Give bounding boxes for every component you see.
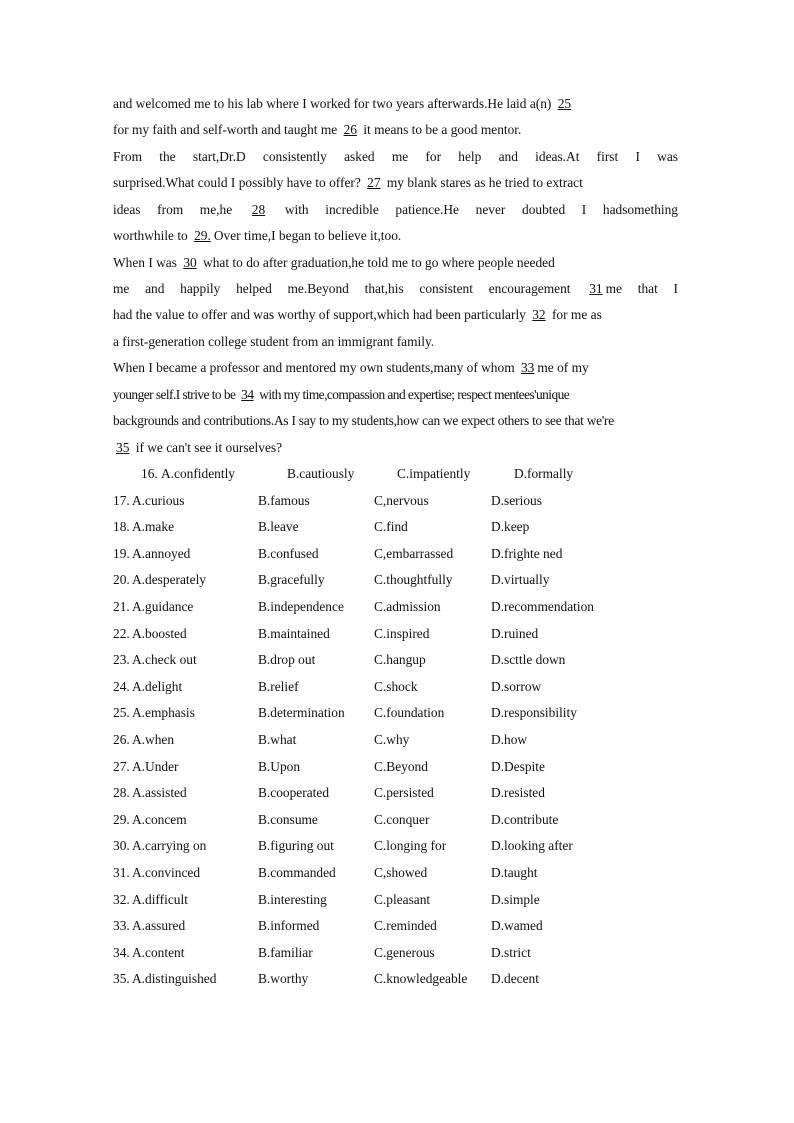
- blank-number: 27: [367, 175, 381, 190]
- option-d: D.strict: [491, 944, 531, 960]
- passage-text: Over time,I began to believe it,too.: [213, 228, 402, 243]
- option-b: B.cooperated: [258, 785, 330, 801]
- option-a: A.concem: [132, 811, 187, 827]
- option-c: C.reminded: [374, 918, 437, 934]
- option-c: C.inspired: [374, 625, 430, 641]
- question-number: 32.: [113, 891, 130, 907]
- blank-number: 33: [520, 360, 535, 375]
- option-b: B.figuring out: [258, 838, 334, 854]
- option-d: D.taught: [491, 865, 538, 880]
- option-c: C.foundation: [374, 705, 445, 721]
- option-a: A.emphasis: [132, 705, 195, 721]
- option-a: A.assisted: [132, 785, 187, 801]
- option-a: A.confidently: [161, 466, 236, 481]
- passage-line: [113, 306, 678, 324]
- option-d: D.wamed: [491, 918, 543, 934]
- blank-number: 26: [343, 122, 357, 137]
- blank-number: 29.: [194, 228, 211, 243]
- option-b: B.confused: [258, 545, 319, 561]
- passage-line: [113, 227, 678, 245]
- option-d: D.ruined: [491, 625, 539, 641]
- passage-text: my blank stares as he tried to extract: [383, 175, 583, 190]
- passage-line: [113, 121, 678, 139]
- passage-text: From the start,Dr.D consistently asked me for help and ideas.At first I was: [113, 149, 678, 164]
- question-number: 31.: [113, 865, 130, 880]
- option-b: B.cautiously: [287, 466, 355, 481]
- option-c: C,nervous: [374, 492, 429, 508]
- option-a: A.when: [132, 732, 175, 747]
- option-a: A.distinguished: [132, 971, 217, 987]
- option-b: B.famous: [258, 492, 310, 508]
- option-a: A.annoyed: [132, 545, 191, 561]
- option-a: A.assured: [132, 918, 186, 934]
- option-a: A.boosted: [132, 625, 187, 641]
- question-number: 30.: [113, 838, 130, 854]
- passage-text: if we can't see it ourselves?: [132, 440, 283, 455]
- question-number: 20.: [113, 572, 130, 588]
- option-b: B.leave: [258, 519, 299, 535]
- option-b: B.familiar: [258, 944, 313, 960]
- blank-number: 25: [557, 96, 572, 111]
- option-a: A.desperately: [132, 572, 206, 588]
- option-a: A.curious: [132, 492, 185, 508]
- option-d: D.virtually: [491, 572, 550, 588]
- blank-number: 28: [251, 202, 266, 217]
- question-number: 16.: [141, 466, 158, 481]
- option-c: C,embarrassed: [374, 545, 454, 561]
- passage-text: what to do after graduation,he told me to go where people needed: [199, 255, 555, 270]
- passage-text: me that I: [605, 281, 678, 296]
- option-c: C.persisted: [374, 785, 434, 801]
- blank-number: 31: [589, 281, 603, 296]
- option-d: D.Despite: [491, 758, 545, 774]
- option-c: C.find: [374, 519, 408, 535]
- option-c: C.pleasant: [374, 891, 431, 907]
- passage-text: had the value to offer and was worthy of support,which had been particularly: [113, 307, 530, 322]
- question-number: 23.: [113, 652, 130, 668]
- passage-text: it means to be a good mentor.: [359, 122, 522, 137]
- passage-text: me of my: [537, 360, 589, 375]
- passage-text: and welcomed me to his lab where I worked for two years afterwards.He laid a(n): [113, 96, 555, 111]
- option-b: B.independence: [258, 599, 344, 614]
- option-b: B.worthy: [258, 971, 309, 987]
- option-d: D.simple: [491, 891, 540, 907]
- option-b: B.gracefully: [258, 572, 325, 588]
- option-c: C.why: [374, 732, 410, 747]
- option-b: B.commanded: [258, 865, 336, 880]
- blank-number: 30: [183, 255, 197, 270]
- passage-text: a first-generation college student from an immigrant family.: [113, 334, 435, 349]
- question-number: 21.: [113, 599, 130, 614]
- question-number: 19.: [113, 545, 130, 561]
- passage-line: [113, 95, 678, 113]
- option-d: D.serious: [491, 492, 542, 508]
- question-number: 33.: [113, 918, 130, 934]
- option-d: D.contribute: [491, 811, 559, 827]
- question-number: 29.: [113, 811, 130, 827]
- option-d: D.decent: [491, 971, 539, 987]
- passage-line: [113, 439, 678, 457]
- option-c: C.conquer: [374, 811, 430, 827]
- option-a: A.difficult: [132, 891, 188, 907]
- option-c: C.impatiently: [397, 466, 471, 481]
- option-c: C.longing for: [374, 838, 447, 854]
- option-b: B.consume: [258, 811, 318, 827]
- passage-line: [113, 412, 678, 430]
- passage-text: ideas from me,he: [113, 202, 249, 217]
- option-b: B.what: [258, 732, 297, 747]
- option-b: B.drop out: [258, 652, 316, 668]
- option-b: B.relief: [258, 678, 299, 694]
- option-d: D.resisted: [491, 785, 545, 801]
- option-a: A.guidance: [132, 599, 194, 614]
- question-number: 25.: [113, 705, 130, 721]
- passage-text: me and happily helped me.Beyond that,his consistent encouragement: [113, 281, 587, 296]
- option-a: A.delight: [132, 678, 183, 694]
- option-c: C,showed: [374, 865, 428, 880]
- passage-text: When I became a professor and mentored my own students,many of whom: [113, 360, 518, 375]
- option-c: C.Beyond: [374, 758, 428, 774]
- question-number: 26.: [113, 732, 130, 747]
- passage-text: backgrounds and contributions.As I say to my students,how can we expect others to see that we're: [113, 413, 614, 428]
- question-number: 34.: [113, 944, 130, 960]
- option-c: C.thoughtfully: [374, 572, 453, 588]
- passage-text: for my faith and self-worth and taught me: [113, 122, 341, 137]
- option-a: A.check out: [132, 652, 197, 668]
- passage-line: [113, 333, 678, 351]
- passage-text: with my time,compassion and expertise; respect mentees'unique: [256, 387, 570, 402]
- option-b: B.determination: [258, 705, 345, 721]
- passage-line: [113, 386, 678, 404]
- option-d: D.scttle down: [491, 652, 566, 668]
- passage-line: [113, 280, 678, 298]
- passage-line: [113, 201, 678, 219]
- option-c: C.hangup: [374, 652, 426, 668]
- passage-text: younger self.I strive to be: [113, 387, 239, 402]
- option-b: B.maintained: [258, 625, 330, 641]
- passage-line: [113, 359, 678, 377]
- option-d: D.sorrow: [491, 678, 542, 694]
- option-a: A.make: [132, 519, 175, 535]
- option-c: C.admission: [374, 599, 441, 614]
- passage-line: [113, 148, 678, 166]
- question-number: 24.: [113, 678, 130, 694]
- question-number: 22.: [113, 625, 130, 641]
- option-d: D.how: [491, 732, 528, 747]
- option-d: D.recommendation: [491, 599, 594, 614]
- blank-number: 35: [116, 440, 130, 455]
- option-c: C.generous: [374, 944, 435, 960]
- option-b: B.interesting: [258, 891, 327, 907]
- option-a: A.Under: [132, 758, 179, 774]
- option-a: A.content: [132, 944, 185, 960]
- option-a: A.convinced: [132, 865, 201, 880]
- passage-text: with incredible patience.He never doubted I hadsomething: [268, 202, 678, 217]
- option-d: D.responsibility: [491, 705, 577, 721]
- option-c: C.shock: [374, 678, 418, 694]
- passage-text: surprised.What could I possibly have to offer?: [113, 175, 365, 190]
- passage-line: [113, 174, 678, 192]
- option-d: D.looking after: [491, 838, 573, 854]
- option-d: D.formally: [514, 466, 574, 481]
- question-number: 28.: [113, 785, 130, 801]
- passage-line: [113, 254, 678, 272]
- option-b: B.informed: [258, 918, 320, 934]
- blank-number: 34: [241, 387, 254, 402]
- option-b: B.Upon: [258, 758, 301, 774]
- passage-text: worthwhile to: [113, 228, 192, 243]
- passage-text: When I was: [113, 255, 181, 270]
- option-a: A.carrying on: [132, 838, 207, 854]
- question-number: 18.: [113, 519, 130, 535]
- question-number: 17.: [113, 492, 130, 508]
- option-d: D.frighte ned: [491, 545, 563, 561]
- option-d: D.keep: [491, 519, 530, 535]
- passage-text: for me as: [548, 307, 602, 322]
- blank-number: 32: [532, 307, 546, 322]
- option-c: C.knowledgeable: [374, 971, 468, 987]
- question-number: 35.: [113, 971, 130, 987]
- question-number: 27.: [113, 758, 130, 774]
